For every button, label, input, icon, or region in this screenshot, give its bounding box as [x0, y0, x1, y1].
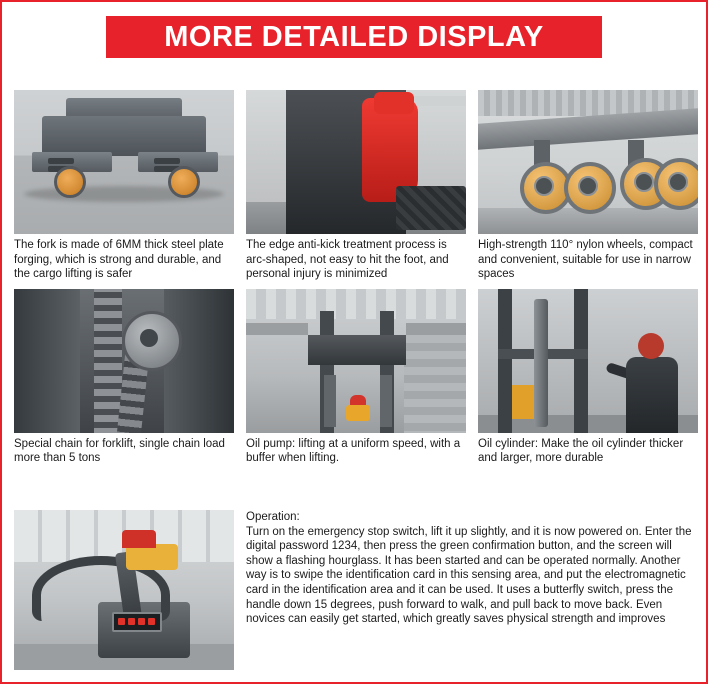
- feature-card: [14, 90, 234, 282]
- operation-text-block: [246, 510, 698, 670]
- nylon-wheels-photo: [478, 90, 698, 234]
- feature-card: [246, 289, 466, 466]
- operation-title: Operation:: [246, 511, 300, 523]
- feature-grid: [14, 90, 698, 473]
- feature-row: [14, 289, 698, 466]
- feature-card: [14, 289, 234, 466]
- feature-row: [14, 90, 698, 282]
- feature-card: [478, 90, 698, 282]
- feature-caption: High-strength 110° nylon wheels, compact and convenient, suitable for use in narrow spaces: [478, 239, 693, 280]
- banner: [2, 2, 706, 68]
- feature-card: [478, 289, 698, 466]
- feature-caption: Special chain for forklift, single chain load more than 5 tons: [14, 437, 225, 464]
- oil-cylinder-photo: [478, 289, 698, 433]
- operation-body: Turn on the emergency stop switch, lift it up slightly, and it is now powered on. Enter the digital password 1234, then press the green confirmation button, and the screen will show a flashing hourglass. It has been started and can be operated normally. Another way is to swipe the identification card in this sensing area, and put the electromagnetic card in the identification area and it can be used. It uses a butterfly switch, press the handle down 15 degrees, push forward to walk, and pull back to move back. Even novices can easily get started, which greatly saves physical strength and improves: [246, 525, 692, 626]
- feature-caption: The edge anti-kick treatment process is arc-shaped, not easy to hit the foot, and personal injury is minimized: [246, 239, 449, 280]
- page-title: MORE DETAILED DISPLAY: [164, 21, 544, 53]
- oil-pump-photo: [246, 289, 466, 433]
- full-machine-photo: [14, 510, 234, 670]
- fork-steel-plate-photo: [14, 90, 234, 234]
- banner-bar: [106, 16, 602, 58]
- forklift-chain-photo: [14, 289, 234, 433]
- feature-caption: The fork is made of 6MM thick steel plate forging, which is strong and durable, and the cargo lifting is safer: [14, 239, 224, 280]
- anti-kick-edge-photo: [246, 90, 466, 234]
- feature-card: [246, 90, 466, 282]
- feature-caption: Oil pump: lifting at a uniform speed, with a buffer when lifting.: [246, 437, 461, 464]
- operation-section: [14, 510, 698, 670]
- feature-caption: Oil cylinder: Make the oil cylinder thicker and larger, more durable: [478, 437, 684, 464]
